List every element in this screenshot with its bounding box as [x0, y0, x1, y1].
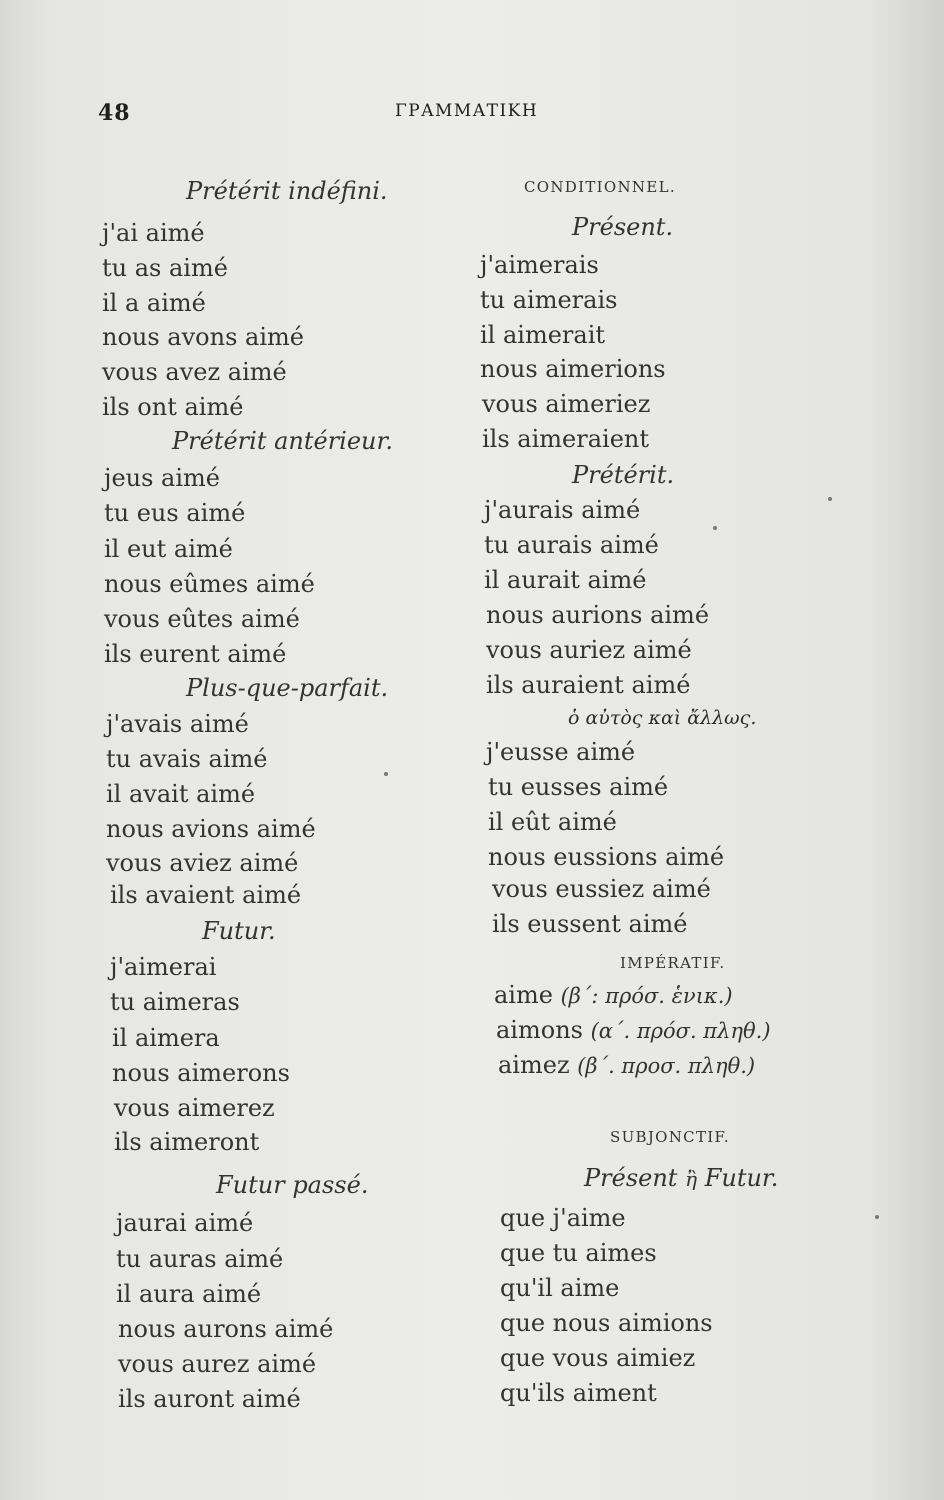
conjugation-line: j'aurais aimé — [484, 496, 641, 524]
section-title-subjonctif: SUBJONCTIF. — [610, 1128, 730, 1146]
page-number: 48 — [98, 100, 131, 126]
conjugation-line: j'ai aimé — [102, 219, 205, 247]
conjugation-line: nous aimerons — [112, 1059, 290, 1087]
conjugation-line: il aimerait — [480, 321, 606, 349]
conjugation-line: ils auront aimé — [118, 1385, 301, 1413]
conjugation-line: vous auriez aimé — [486, 636, 692, 664]
greek-note-alternative: ὁ αὐτὸς καὶ ἄλλως. — [568, 707, 757, 729]
conjugation-line: il eût aimé — [488, 808, 617, 836]
heading-futur-passe: Futur passé. — [216, 1171, 369, 1199]
imperative-note: (α΄. πρόσ. πληθ.) — [590, 1019, 771, 1043]
imperative-line — [494, 980, 733, 1011]
section-title-conditionnel: CONDITIONNEL. — [524, 178, 676, 196]
heading-conditionnel-present: Présent. — [572, 213, 674, 241]
conjugation-line: tu avais aimé — [106, 745, 268, 773]
conjugation-line: nous aurons aimé — [118, 1315, 334, 1343]
conjugation-line: que nous aimions — [500, 1309, 713, 1337]
conjugation-line: jaurai aimé — [116, 1209, 254, 1237]
conjugation-line: vous aimerez — [114, 1094, 275, 1122]
conjugation-line: vous aviez aimé — [106, 849, 299, 877]
conjugation-line: tu eus aimé — [104, 499, 246, 527]
conjugation-line: qu'il aime — [500, 1274, 620, 1302]
conjugation-line: il aurait aimé — [484, 566, 647, 594]
print-speck — [875, 1215, 879, 1219]
conjugation-line: nous avions aimé — [106, 815, 316, 843]
conjugation-line: ils aimeraient — [482, 425, 650, 453]
conjugation-line: qu'ils aiment — [500, 1379, 657, 1407]
section-title-imperatif: IMPÉRATIF. — [620, 954, 726, 972]
conjugation-line: j'eusse aimé — [486, 738, 636, 766]
heading-preterit-anterieur: Prétérit antérieur. — [172, 427, 393, 455]
conjugation-line: il a aimé — [102, 289, 206, 317]
heading-futur: Futur. — [202, 917, 276, 945]
conjugation-line: vous aimeriez — [482, 390, 651, 418]
heading-plus-que-parfait: Plus-que-parfait. — [186, 674, 389, 702]
conjugation-line: nous avons aimé — [102, 323, 304, 351]
conjugation-line: j'aimerai — [110, 953, 217, 981]
heading-conditionnel-preterit: Prétérit. — [572, 461, 675, 489]
conjugation-line: nous aurions aimé — [486, 601, 710, 629]
conjugation-line: ils ont aimé — [102, 393, 244, 421]
conjugation-line: nous eûmes aimé — [104, 570, 315, 598]
imperative-verb: aimons — [496, 1016, 583, 1044]
conjugation-line: tu as aimé — [102, 254, 228, 282]
conjugation-line: j'avais aimé — [106, 710, 249, 738]
conjugation-line: il aimera — [112, 1024, 220, 1052]
print-speck — [828, 497, 832, 501]
conjugation-line: que j'aime — [500, 1204, 626, 1232]
conjugation-line: tu aurais aimé — [484, 531, 659, 559]
conjugation-line: nous aimerions — [480, 355, 666, 383]
conjugation-line: vous aurez aimé — [118, 1350, 317, 1378]
conjugation-line: il aura aimé — [116, 1280, 262, 1308]
conjugation-line: vous eussiez aimé — [492, 875, 711, 903]
imperative-note: (β΄: πρόσ. ἑνικ.) — [560, 984, 733, 1008]
print-speck — [713, 526, 717, 530]
conjugation-line: jeus aimé — [104, 464, 220, 492]
conjugation-line: ils eussent aimé — [492, 910, 688, 938]
conjugation-line: tu eusses aimé — [488, 773, 669, 801]
heading-preterit-indefini: Prétérit indéfini. — [186, 177, 388, 205]
conjugation-line: tu auras aimé — [116, 1245, 284, 1273]
conjugation-line: il eut aimé — [104, 535, 233, 563]
conjugation-line: tu aimeras — [110, 988, 240, 1016]
conjugation-line: que vous aimiez — [500, 1344, 696, 1372]
conjugation-line: j'aimerais — [480, 251, 599, 279]
imperative-line — [498, 1050, 755, 1081]
conjugation-line: que tu aimes — [500, 1239, 657, 1267]
conjugation-line: tu aimerais — [480, 286, 618, 314]
imperative-note: (β΄. προσ. πληθ.) — [577, 1054, 756, 1078]
conjugation-line: ils auraient aimé — [486, 671, 691, 699]
imperative-verb: aime — [494, 981, 553, 1009]
conjugation-line: ils avaient aimé — [110, 881, 302, 909]
conjugation-line: vous avez aimé — [102, 358, 287, 386]
conjugation-line: ils eurent aimé — [104, 640, 287, 668]
running-head: ΓΡΑΜΜΑΤΙΚΗ — [395, 101, 539, 121]
conjugation-line: ils aimeront — [114, 1128, 260, 1156]
conjugation-line: vous eûtes aimé — [104, 605, 300, 633]
imperative-line — [496, 1015, 771, 1046]
print-speck — [384, 772, 388, 776]
imperative-verb: aimez — [498, 1051, 570, 1079]
heading-subjonctif: Présent ἢ Futur. — [584, 1164, 779, 1192]
conjugation-line: il avait aimé — [106, 780, 256, 808]
conjugation-line: nous eussions aimé — [488, 843, 725, 871]
